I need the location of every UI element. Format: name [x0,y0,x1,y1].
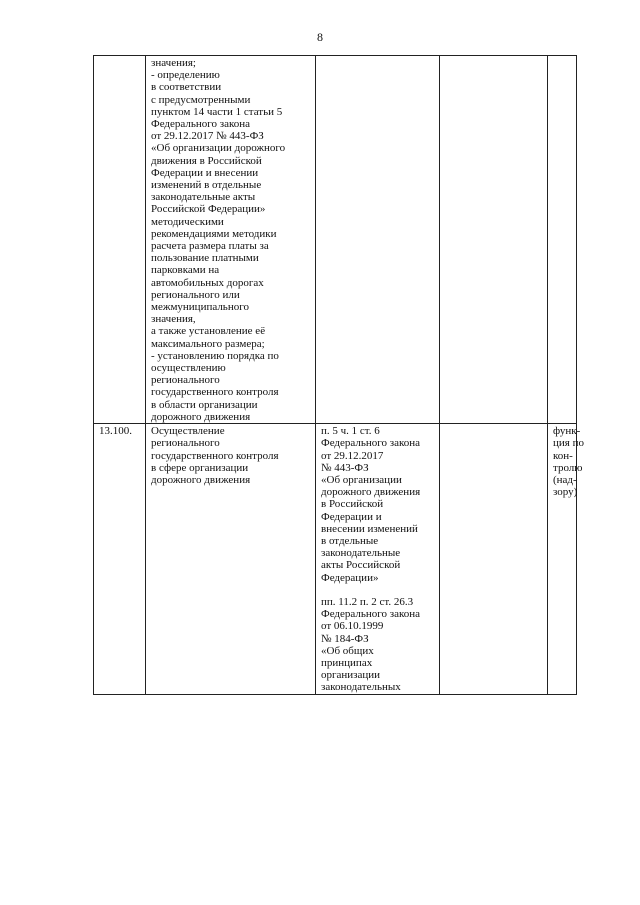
function-type-cell [548,56,577,424]
text-line: законодательные [321,547,401,560]
text-line: Осуществление [151,425,225,438]
text-line: законодательные акты [151,191,256,204]
text-line: Федерации» [321,571,379,584]
description-cell [146,424,316,694]
text-line: № 184-ФЗ [321,632,369,645]
text-line: Российской Федерации» [151,203,266,216]
text-line: регионального [151,437,220,450]
text-line: Федерального закона [151,118,251,131]
table-row [94,424,577,694]
text-line: автомобильных дорогах [151,276,264,289]
text-line: межмуниципального [151,301,249,314]
text-line: функ- [553,425,581,438]
text-line: в отдельные [321,534,379,547]
column-4-cell [440,56,548,424]
text-line: дорожного движения [151,473,251,486]
text-line: № 443-ФЗ [321,461,369,474]
text-line: (над- [553,473,577,486]
text-line: значения; [151,57,196,69]
page-number: 8 [317,30,323,44]
text-line: государственного контроля [151,449,279,462]
text-line: Федерации и [321,510,382,523]
text-line: осуществлению [151,362,226,375]
text-line: пунктом 14 части 1 статьи 5 [151,105,283,118]
text-line: в сфере организации [151,461,249,474]
document-table [93,55,584,695]
text-line [321,584,435,596]
text-line: максимального размера; [151,337,265,350]
text-line: изменений в отдельные [151,179,262,192]
row-number-cell [94,56,146,424]
text-line: - установлению порядка по [151,349,279,362]
text-line: расчета размера платы за [151,240,269,253]
text-line: «Об организации дорожного [151,142,286,155]
text-line: зору) [553,486,578,499]
text-line: значения, [151,313,196,326]
text-line: дорожного движения [151,410,251,423]
text-line: в Российской [321,498,384,511]
text-line: рекомендациями методики [151,227,277,240]
text-line: от 29.12.2017 [321,449,384,462]
legal-basis-cell [316,424,440,694]
text-line: Федерального закона [321,608,421,621]
text-line: внесении изменений [321,522,418,535]
text-line: регионального [151,374,220,387]
text-line: от 29.12.2017 № 443-ФЗ [151,130,264,143]
text-line: в соответствии [151,81,222,94]
text-line: «Об организации [321,473,402,486]
text-line: государственного контроля [151,386,279,399]
table-row [94,56,577,424]
function-type-cell [548,424,584,694]
row-number-cell: 13.100. [94,424,146,694]
text-line: пользование платными [151,252,259,265]
text-line: Федерального закона [321,437,421,450]
text-line: тролю [553,461,583,474]
text-line: Федерации и внесении [151,166,259,179]
text-line: от 06.10.1999 [321,620,384,633]
text-line: акты Российской [321,559,401,572]
text-line: движения в Российской [151,154,262,167]
text-line: законодательных [321,681,401,694]
text-line: «Об общих [321,644,374,657]
legal-basis-cell [316,56,440,424]
text-line: пп. 11.2 п. 2 ст. 26.3 [321,595,414,608]
text-line: регионального или [151,288,240,301]
text-line: принципах [321,656,373,669]
text-line: а также установление её [151,325,266,338]
text-line: в области организации [151,398,258,411]
text-line: с предусмотренными [151,93,251,106]
column-4-cell [440,424,548,694]
text-line: ция по [553,437,584,450]
text-line: организации [321,669,381,682]
description-cell [146,56,316,424]
text-line: - определению [151,69,220,82]
text-line: п. 5 ч. 1 ст. 6 [321,425,380,438]
text-line: методическими [151,215,224,228]
text-line: дорожного движения [321,486,421,499]
text-line: парковками на [151,264,220,277]
text-line: кон- [553,449,573,462]
